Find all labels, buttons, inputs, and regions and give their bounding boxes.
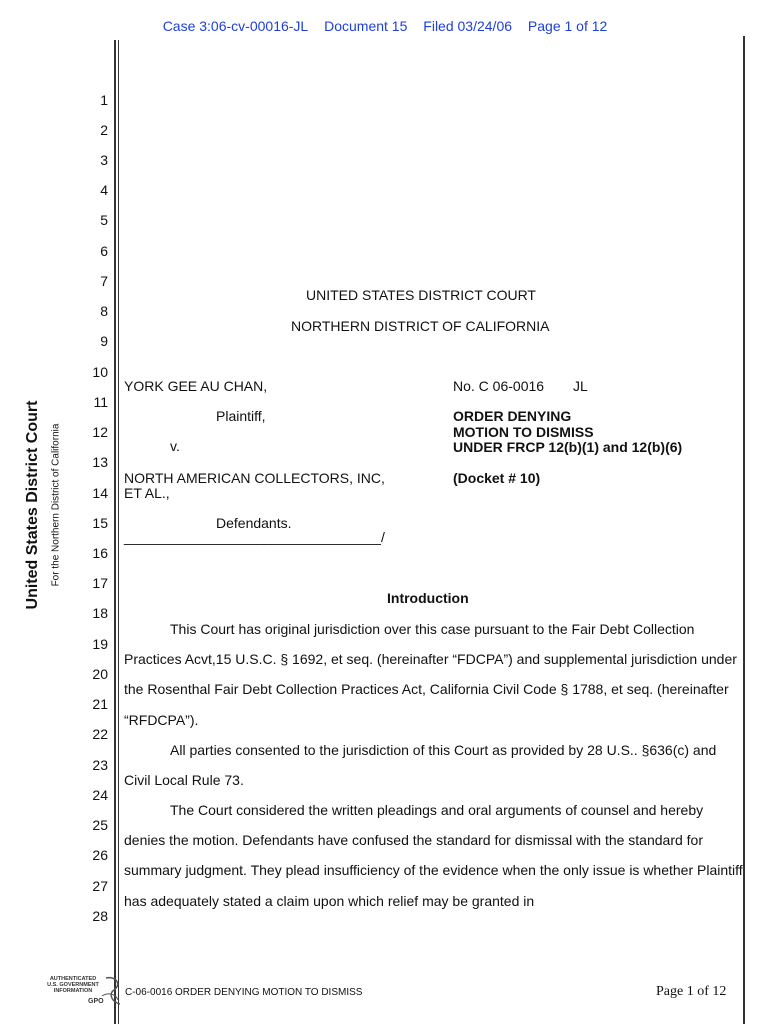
case-no: No. C 06-0016 (453, 378, 545, 394)
line-number: 16 (92, 545, 108, 561)
defendant-name-cont: ET AL., (124, 485, 170, 501)
line-number: 28 (92, 908, 108, 924)
line-number: 14 (92, 485, 108, 501)
document-number: Document 15 (324, 18, 408, 34)
footer-title: C-06-0016 ORDER DENYING MOTION TO DISMISS (125, 987, 363, 998)
line-number: 18 (92, 605, 108, 621)
line-number: 13 (92, 454, 108, 470)
eagle-emblem-icon (44, 974, 130, 1010)
order-title-line1: ORDER DENYING (453, 408, 572, 424)
paragraph-text: The Court considered the written pleadings and oral arguments of counsel and hereby denies the motion. Defendants have confused the standard for dismissal with the standard for summary judgment. They plead insufficiency of the evidence when the only issue is whether Plaintiff has adequately stated a claim upon which relief may be granted in (124, 802, 743, 909)
line-number: 10 (92, 364, 108, 380)
line-number: 23 (92, 757, 108, 773)
line-number: 21 (92, 696, 108, 712)
order-title-line3: UNDER FRCP 12(b)(1) and 12(b)(6) (453, 439, 683, 455)
caption-rule-line: _________________________________/ (124, 529, 385, 545)
line-number: 2 (100, 122, 108, 138)
paragraph-text: This Court has original jurisdiction over this case pursuant to the Fair Debt Collection Practices Acvt,15 U.S.C. § 1692, et seq. (hereinafter “FDCPA”) and supplemental jurisdiction under the Rosenthal Fair Debt Collection Practices Act, California Civil Code § 1788, et seq. (hereinafter “RFDCPA”). (124, 621, 737, 728)
body-paragraph (124, 735, 744, 795)
seal-mark: GPO (88, 998, 104, 1005)
order-title-line2: MOTION TO DISMISS (453, 424, 594, 440)
case-header (0, 18, 770, 34)
paragraph-text: All parties consented to the jurisdiction of this Court as provided by 28 U.S.. §636(c) and Civil Local Rule 73. (124, 742, 717, 789)
case-number: Case 3:06-cv-00016-JL (162, 18, 309, 34)
defendant-name: NORTH AMERICAN COLLECTORS, INC, (124, 470, 385, 486)
court-title: UNITED STATES DISTRICT COURT (306, 287, 536, 303)
filed-date: Filed 03/24/06 (423, 18, 513, 34)
left-margin-rule-inner (118, 40, 119, 1024)
seal-text: AUTHENTICATED U.S. GOVERNMENT INFORMATION (47, 976, 99, 994)
plaintiff-name: YORK GEE AU CHAN, (124, 378, 268, 394)
body-paragraph (124, 795, 744, 916)
defendant-role: Defendants. (216, 515, 292, 531)
line-number: 19 (92, 636, 108, 652)
versus: v. (170, 438, 180, 454)
line-number: 1 (100, 92, 108, 108)
line-number: 26 (92, 847, 108, 863)
line-number: 6 (100, 243, 108, 259)
sidebar-district: For the Northern District of California (50, 423, 62, 587)
line-number: 11 (93, 394, 108, 410)
line-number: 9 (100, 333, 108, 349)
line-number: 8 (100, 303, 108, 319)
line-number: 12 (92, 424, 108, 440)
gpo-authentication-seal (44, 974, 130, 1010)
line-number: 25 (92, 817, 108, 833)
sidebar-court-name: United States District Court (24, 400, 41, 610)
line-number: 24 (92, 787, 108, 803)
docket-number: (Docket # 10) (453, 470, 541, 486)
district-title: NORTHERN DISTRICT OF CALIFORNIA (291, 318, 550, 334)
line-number: 27 (92, 878, 108, 894)
line-number: 17 (92, 575, 108, 591)
page-indicator: Page 1 of 12 (527, 18, 608, 34)
line-number: 3 (100, 152, 108, 168)
line-number: 5 (100, 212, 108, 228)
line-number: 20 (92, 666, 108, 682)
line-number: 4 (100, 182, 108, 198)
body-paragraph (124, 614, 744, 735)
judge-initials: JL (573, 378, 588, 394)
line-number: 7 (100, 273, 108, 289)
plaintiff-role: Plaintiff, (216, 408, 266, 424)
line-number: 22 (92, 726, 108, 742)
left-margin-rule-outer (114, 40, 116, 1024)
footer-page: Page 1 of 12 (656, 984, 727, 999)
line-number: 15 (92, 515, 108, 531)
section-heading: Introduction (387, 590, 469, 606)
